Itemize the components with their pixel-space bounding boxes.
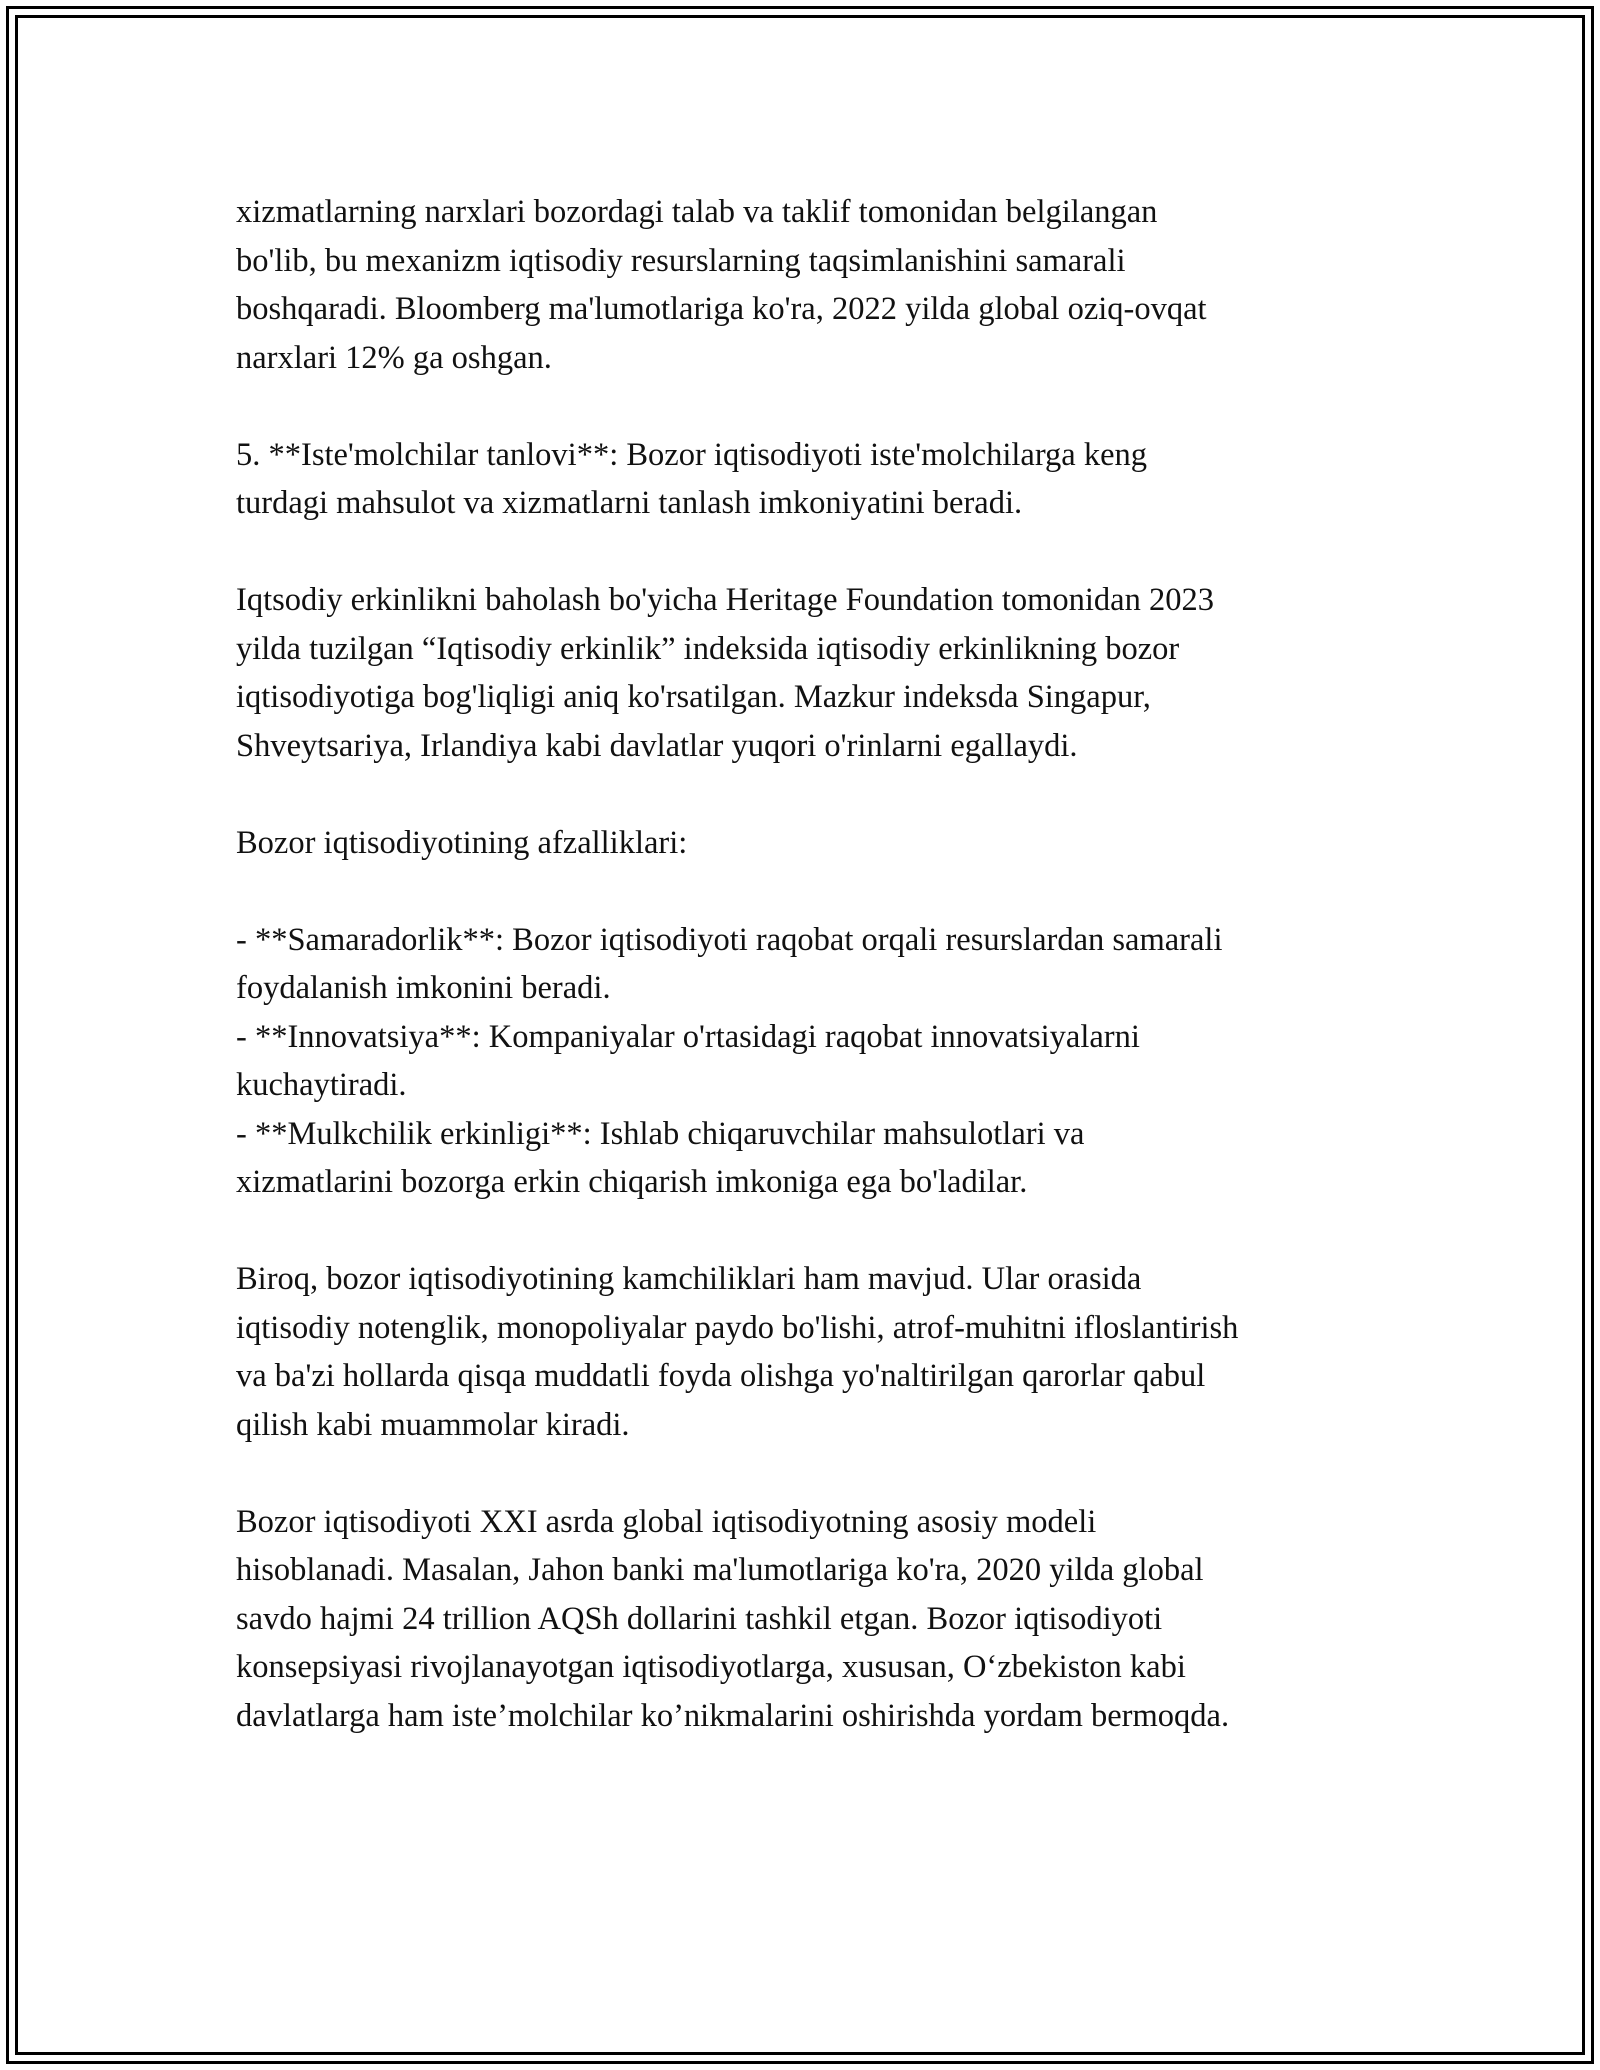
list-item-innovation: - **Innovatsiya**: Kompaniyalar o'rtasidagi raqobat innovatsiyalarni kuchaytiradi. (236, 1018, 1140, 1103)
paragraph-advantages-heading: Bozor iqtisodiyotining afzalliklari: (236, 824, 688, 861)
list-item-ownership-freedom: - **Mulkchilik erkinligi**: Ishlab chiqaruvchilar mahsulotlari va xizmatlarini bozorga erkin chiqarish imkoniga ega bo'ladilar. (236, 1115, 1085, 1200)
document-body (236, 188, 1386, 1740)
paragraph-prices: xizmatlarning narxlari bozordagi talab va taklif tomonidan belgilangan bo'lib, bu mexanizm iqtisodiy resurslarning taqsimlanishini samarali boshqaradi. Bloomberg ma'lumotlariga ko'ra, 2022 yilda global oziq-ovqat narxlari 12% ga oshgan. (236, 194, 1207, 376)
advantages-list (236, 916, 1386, 1207)
paragraph-consumer-choice: 5. **Iste'molchilar tanlovi**: Bozor iqtisodiyoti iste'molchilarga keng turdagi mahsulot va xizmatlarni tanlash imkoniyatini beradi. (236, 436, 1148, 521)
paragraph-disadvantages: Biroq, bozor iqtisodiyotining kamchiliklari ham mavjud. Ular orasida iqtisodiy notenglik, monopoliyalar paydo bo'lishi, atrof-muhitni ifloslantirish va ba'zi hollarda qisqa muddatli foyda olishga yo'naltirilgan qarorlar qabul qilish kabi muammolar kiradi. (236, 1261, 1239, 1443)
paragraph-global-model: Bozor iqtisodiyoti XXI asrda global iqtisodiyotning asosiy modeli hisoblanadi. Masalan, Jahon banki ma'lumotlariga ko'ra, 2020 yilda global savdo hajmi 24 trillion AQSh dollarini tashkil etgan. Bozor iqtisodiyoti konsepsiyasi rivojlanayotgan iqtisodiyotlarga, xususan, O‘zbekiston kabi davlatlarga ham iste’molchilar ko’nikmalarini oshirishda yordam bermoqda. (236, 1503, 1230, 1734)
list-item-efficiency: - **Samaradorlik**: Bozor iqtisodiyoti raqobat orqali resurslardan samarali foydalanish imkonini beradi. (236, 921, 1223, 1006)
paragraph-economic-freedom-index: Iqtsodiy erkinlikni baholash bo'yicha Heritage Foundation tomonidan 2023 yilda tuzilgan “Iqtisodiy erkinlik” indeksida iqtisodiy erkinlikning bozor iqtisodiyotiga bog'liqligi aniq ko'rsatilgan. Mazkur indeksda Singapur, Shveytsariya, Irlandiya kabi davlatlar yuqori o'rinlarni egallaydi. (236, 582, 1214, 764)
